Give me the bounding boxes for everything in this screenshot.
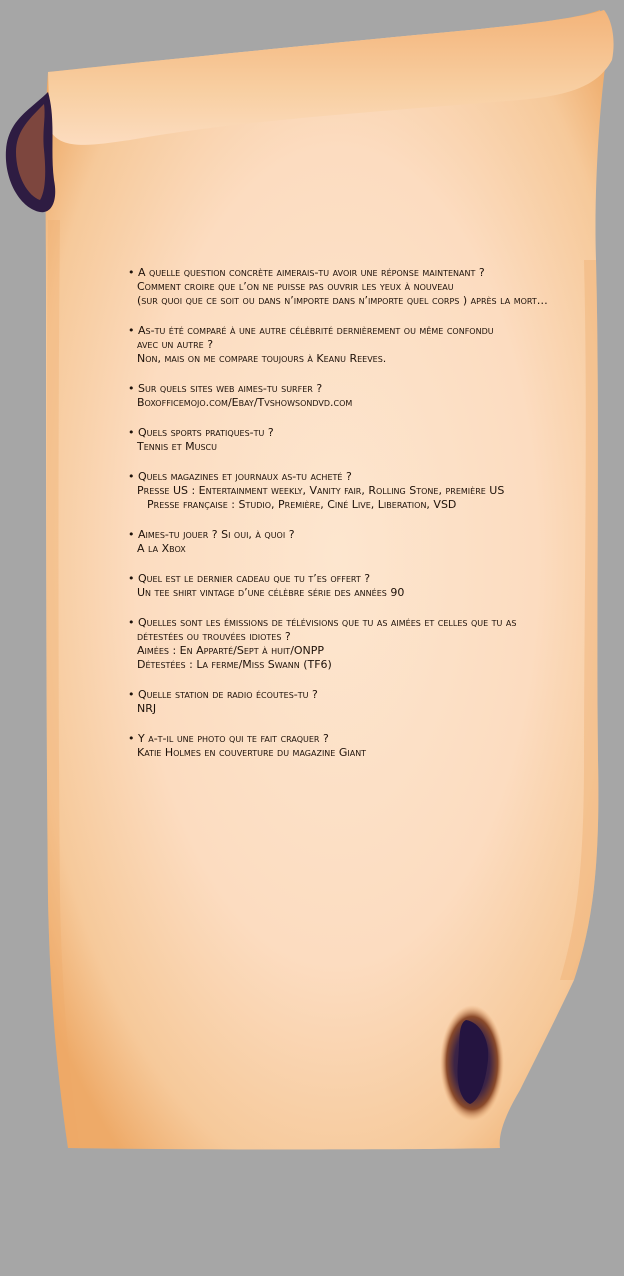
answer-text: Non, mais on me compare toujours à Keanu Reeves. (137, 352, 387, 365)
question-text: • Quels magazines et journaux as-tu acheté ? (128, 470, 568, 484)
answer-text: Tennis et Muscu (137, 440, 217, 453)
answer-text: Presse US : Entertainment weekly, Vanity fair, Rolling Stone, première US (137, 484, 505, 497)
question-text: • A quelle question concrète aimerais-tu avoir une réponse maintenant ? (128, 266, 568, 280)
question-text: • Sur quels sites web aimes-tu surfer ? (128, 382, 568, 396)
answer-text: (sur quoi que ce soit ou dans n’importe dans n’importe quel corps ) après la mort… (137, 294, 548, 307)
question-text: • Quelle station de radio écoutes-tu ? (128, 688, 568, 702)
qa-item (128, 616, 568, 672)
question-text: • As-tu été comparé à une autre célébrité dernièrement ou même confondu (128, 324, 568, 338)
qa-item (128, 324, 568, 366)
qa-item (128, 732, 568, 760)
question-text: • Y a-t-il une photo qui te fait craquer ? (128, 732, 568, 746)
answer-text: Aimées : En Apparté/Sept à huit/ONPP (137, 644, 325, 657)
question-text: détestées ou trouvées idiotes ? (137, 630, 291, 643)
questionnaire (128, 266, 568, 776)
answer-text: Un tee shirt vintage d’une célèbre série des années 90 (137, 586, 405, 599)
qa-item (128, 572, 568, 600)
answer-text: Katie Holmes en couverture du magazine Giant (137, 746, 367, 759)
question-text: • Quelles sont les émissions de télévisions que tu as aimées et celles que tu as (128, 616, 568, 630)
answer-text: Boxofficemojo.com/Ebay/Tvshowsondvd.com (137, 396, 353, 409)
question-text: avec un autre ? (137, 338, 214, 351)
qa-item (128, 266, 568, 308)
qa-item (128, 688, 568, 716)
qa-item (128, 528, 568, 556)
answer-text: Comment croire que l’on ne puisse pas ouvrir les yeux à nouveau (137, 280, 454, 293)
answer-text: NRJ (137, 702, 157, 715)
qa-item (128, 382, 568, 410)
answer-text: Presse française : Studio, Première, Ciné Live, Liberation, VSD (147, 498, 457, 511)
answer-text: A la Xbox (137, 542, 186, 555)
answer-text: Détestées : La ferme/Miss Swann (TF6) (137, 658, 332, 671)
question-text: • Aimes-tu jouer ? Si oui, à quoi ? (128, 528, 568, 542)
question-text: • Quel est le dernier cadeau que tu t’es offert ? (128, 572, 568, 586)
question-text: • Quels sports pratiques-tu ? (128, 426, 568, 440)
qa-item (128, 426, 568, 454)
qa-item (128, 470, 568, 512)
